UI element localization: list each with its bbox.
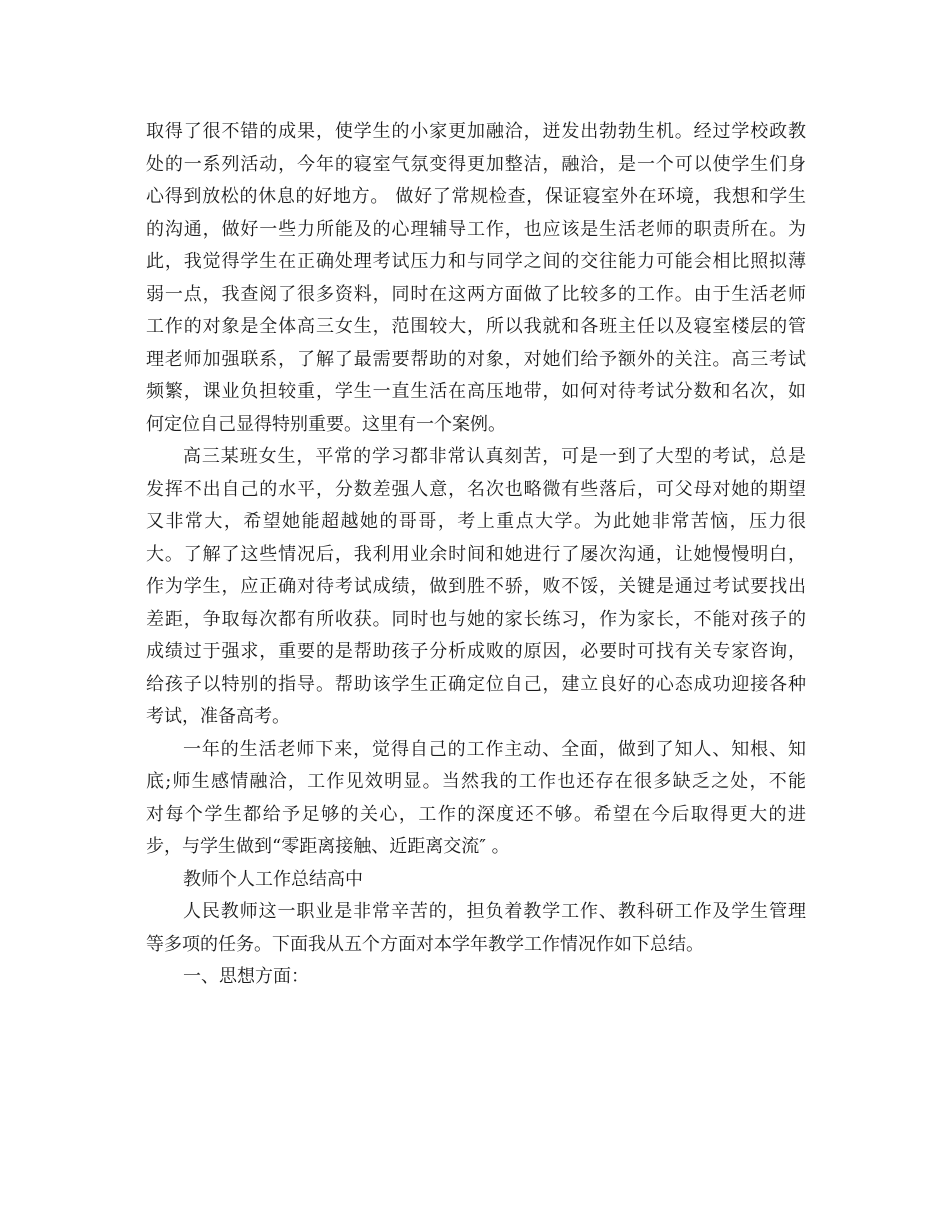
subsection-heading xyxy=(146,961,806,994)
section-heading xyxy=(146,864,806,897)
paragraph-case-study xyxy=(146,441,806,734)
text-line: 此，我觉得学生在正确处理考试压力和与同学之间的交往能力可能会相比照拟薄 xyxy=(146,251,806,272)
document-body xyxy=(146,116,806,994)
text-line: 工作的对象是全体高三女生，范围较大，所以我就和各班主任以及寝室楼层的管 xyxy=(146,316,806,337)
text-line: 处的一系列活动，今年的寝室气氛变得更加整洁，融洽，是一个可以使学生们身 xyxy=(146,153,806,175)
text-line: 理老师加强联系，了解了最需要帮助的对象，对她们给予额外的关注。高三考试 xyxy=(146,348,806,370)
text-line: 弱一点，我查阅了很多资料，同时在这两方面做了比较多的工作。由于生活老师 xyxy=(146,283,806,305)
text-line: 一年的生活老师下来，觉得自己的工作主动、全面，做到了知人、知根、知 xyxy=(183,738,806,760)
paragraph-dormitory-work xyxy=(146,116,806,441)
paragraph-year-summary xyxy=(146,734,806,864)
text-line: 给孩子以特别的指导。帮助该学生正确定位自己，建立良好的心态成功迎接各种 xyxy=(146,673,806,695)
text-line: 取得了很不错的成果，使学生的小家更加融洽，迸发出勃勃生机。经过学校政教 xyxy=(146,121,806,142)
text-line: 人民教师这一职业是非常辛苦的，担负着教学工作、教科研工作及学生管理 xyxy=(183,901,806,922)
text-line: 又非常大，希望她能超越她的哥哥，考上重点大学。为此她非常苦恼，压力很 xyxy=(146,511,806,532)
section-title: 教师个人工作总结高中 xyxy=(183,868,363,890)
text-line: 大。了解了这些情况后，我利用业余时间和她进行了屡次沟通，让她慢慢明白， xyxy=(146,543,806,565)
text-line: 何定位自己显得特别重要。这里有一个案例。 xyxy=(146,413,506,435)
text-line: 等多项的任务。下面我从五个方面对本学年教学工作情况作如下总结。 xyxy=(146,933,704,955)
text-line: 成绩过于强求，重要的是帮助孩子分析成败的原因，必要时可找有关专家咨询， xyxy=(146,641,806,662)
text-line: 频繁，课业负担较重，学生一直生活在高压地带，如何对待考试分数和名次，如 xyxy=(146,381,806,402)
text-line: 高三某班女生，平常的学习都非常认真刻苦，可是一到了大型的考试，总是 xyxy=(183,446,806,467)
text-line: 底;师生感情融洽，工作见效明显。当然我的工作也还存在很多缺乏之处，不能 xyxy=(146,771,806,792)
paragraph-teacher-intro xyxy=(146,896,806,961)
subsection-title: 一、思想方面： xyxy=(183,966,309,987)
text-line: 考试，准备高考。 xyxy=(146,706,290,727)
text-line: 作为学生，应正确对待考试成绩，做到胜不骄，败不馁，关键是通过考试要找出 xyxy=(146,576,806,597)
text-line: 对每个学生都给予足够的关心，工作的深度还不够。希望在今后取得更大的进 xyxy=(146,803,806,825)
text-line: 步，与学生做到“零距离接触、近距离交流″ 。 xyxy=(146,836,510,857)
text-line: 差距，争取每次都有所收获。同时也与她的家长练习，作为家长，不能对孩子的 xyxy=(146,608,806,630)
text-line: 心得到放松的休息的好地方。 做好了常规检查，保证寝室外在环境，我想和学生 xyxy=(146,186,806,207)
text-line: 的沟通，做好一些力所能及的心理辅导工作，也应该是生活老师的职责所在。为 xyxy=(146,218,806,240)
text-line: 发挥不出自己的水平，分数差强人意，名次也略微有些落后，可父母对她的期望 xyxy=(146,478,806,500)
